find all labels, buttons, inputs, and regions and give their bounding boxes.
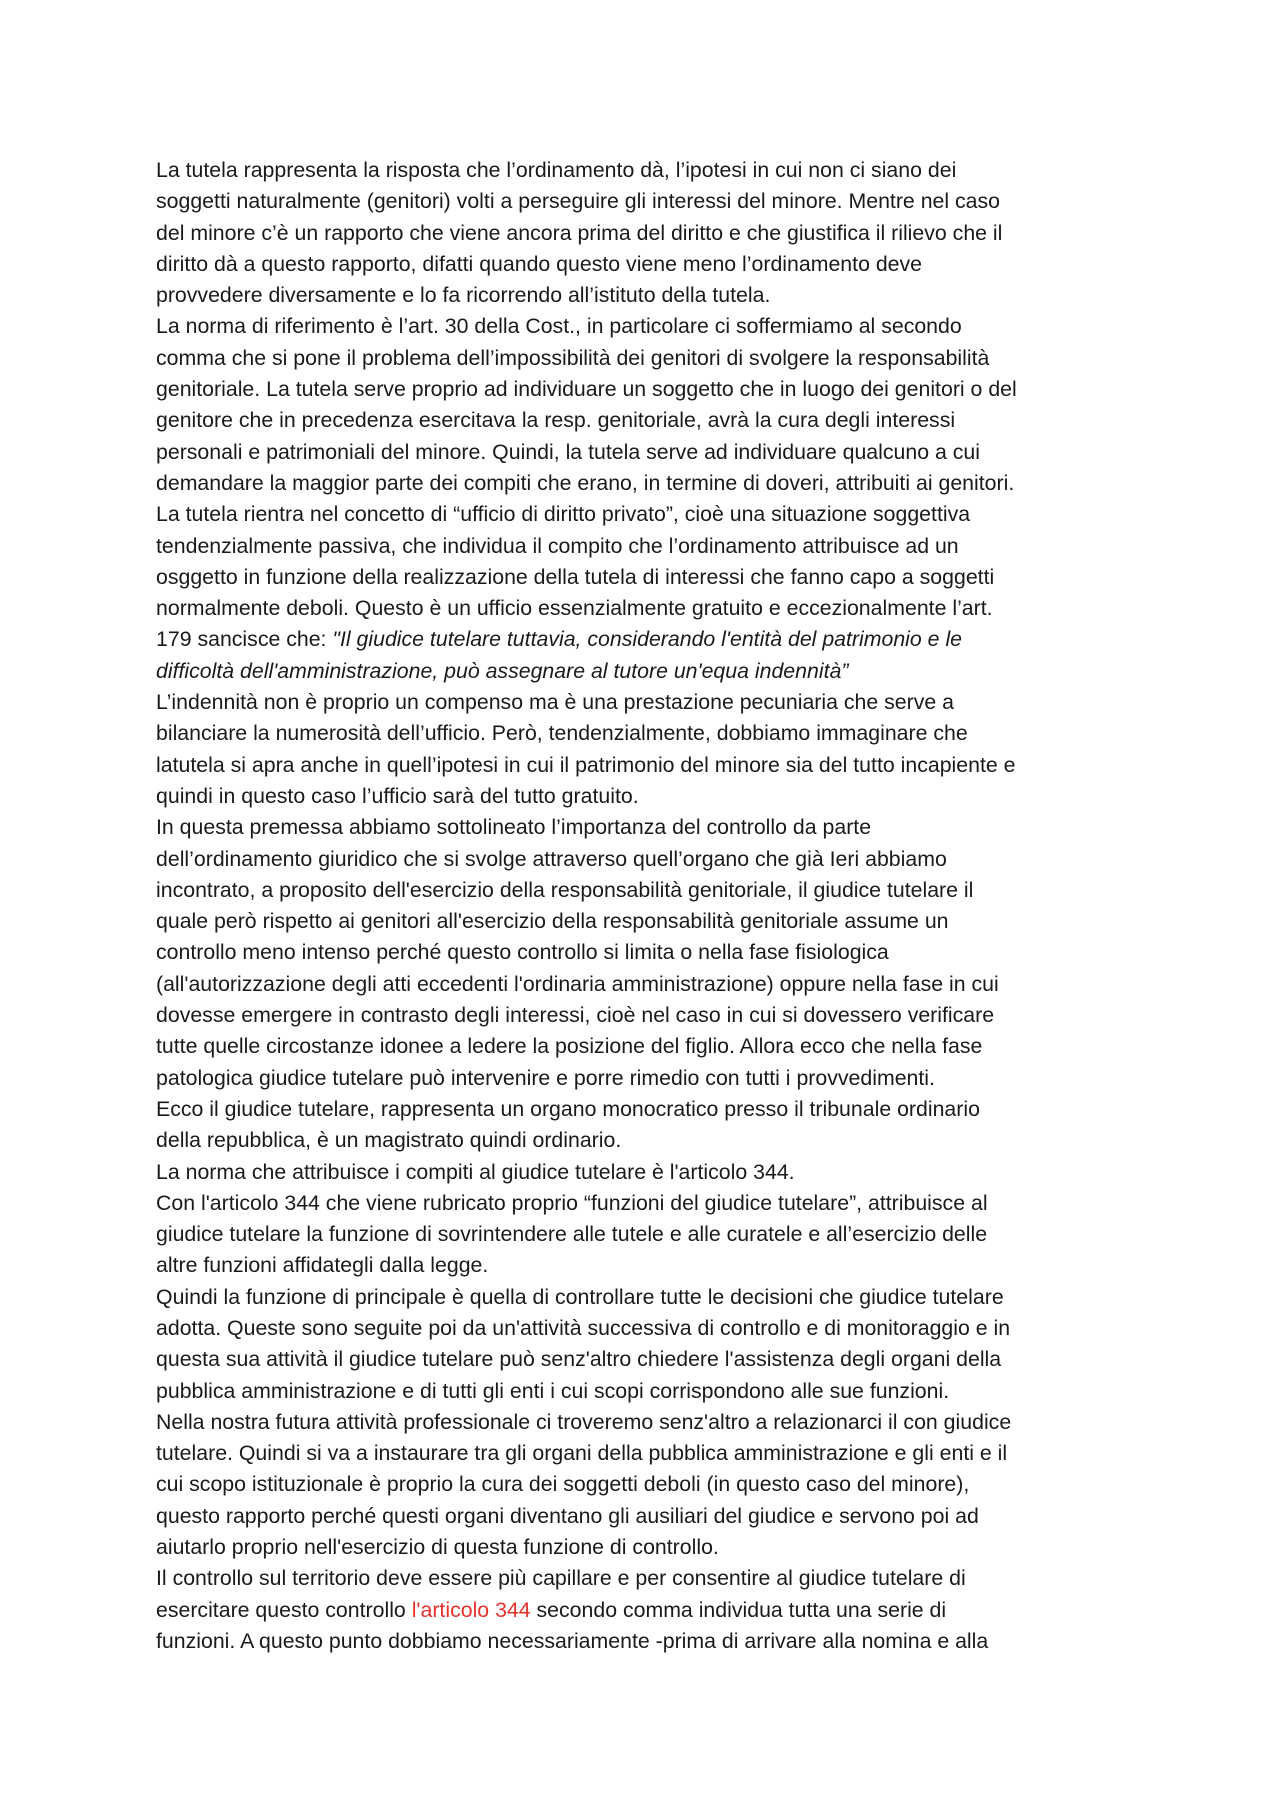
text-line: [156, 1250, 1128, 1281]
text-run: cui scopo istituzionale è proprio la cura dei soggetti deboli (in questo caso del minore),: [156, 1472, 970, 1497]
quote-text: difficoltà dell'amministrazione, può assegnare al tutore un'equa indennità”: [156, 658, 849, 683]
text-line: [156, 468, 1128, 499]
text-run: altre funzioni affidategli dalla legge.: [156, 1253, 489, 1278]
text-run: adotta. Queste sono seguite poi da un'attività successiva di controllo e di monitoraggio e in: [156, 1315, 1011, 1340]
text-line: [156, 311, 1128, 342]
text-run: quale però rispetto ai genitori all'esercizio della responsabilità genitoriale assume un: [156, 909, 949, 934]
text-line: [156, 812, 1128, 843]
text-run: funzioni. A questo punto dobbiamo necessariamente -prima di arrivare alla nomina e alla: [156, 1628, 989, 1653]
text-run: aiutarlo proprio nell'esercizio di questa funzione di controllo.: [156, 1535, 719, 1560]
text-line: [156, 1282, 1128, 1313]
text-line: [156, 280, 1128, 311]
text-line: [156, 437, 1128, 468]
text-line: [156, 1063, 1128, 1094]
text-line: [156, 1501, 1128, 1532]
article-reference-link[interactable]: l'articolo 344: [411, 1597, 531, 1622]
text-line: [156, 1219, 1128, 1250]
quote-text: "Il giudice tutelare tuttavia, considerando l'entità del patrimonio e le: [332, 627, 963, 652]
text-run: Quindi la funzione di principale è quella di controllare tutte le decisioni che giudice tutelare: [156, 1284, 1004, 1309]
text-run: demandare la maggior parte dei compiti che erano, in termine di doveri, attribuiti ai genitori.: [156, 470, 1015, 495]
text-line: [156, 1469, 1128, 1500]
text-line: [156, 218, 1128, 249]
text-run: comma che si pone il problema dell’impossibilità dei genitori di svolgere la responsabilità: [156, 345, 990, 370]
text-line: [156, 593, 1128, 624]
text-run: La norma di riferimento è l’art. 30 della Cost., in particolare ci soffermiamo al secondo: [156, 314, 962, 339]
document-body: [156, 155, 1128, 1657]
text-run: della repubblica, è un magistrato quindi ordinario.: [156, 1128, 622, 1153]
text-line: [156, 1407, 1128, 1438]
text-run: Ecco il giudice tutelare, rappresenta un organo monocratico presso il tribunale ordinario: [156, 1096, 980, 1121]
text-line: [156, 937, 1128, 968]
text-run: genitore che in precedenza esercitava la resp. genitoriale, avrà la cura degli interessi: [156, 408, 956, 433]
text-run: questo rapporto perché questi organi diventano gli ausiliari del giudice e servono poi ad: [156, 1503, 979, 1528]
text-line: [156, 155, 1128, 186]
text-run: bilanciare la numerosità dell’ufficio. Però, tendenzialmente, dobbiamo immaginare che: [156, 721, 968, 746]
text-line: [156, 875, 1128, 906]
text-run: osggetto in funzione della realizzazione della tutela di interessi che fanno capo a soggetti: [156, 564, 995, 589]
text-run: La norma che attribuisce i compiti al giudice tutelare è l'articolo 344.: [156, 1159, 795, 1184]
text-run: soggetti naturalmente (genitori) volti a perseguire gli interessi del minore. Mentre nel caso: [156, 189, 1001, 214]
text-run: Con l'articolo 344 che viene rubricato proprio “funzioni del giudice tutelare”, attribuisce al: [156, 1190, 988, 1215]
text-run: latutela si apra anche in quell’ipotesi in cui il patrimonio del minore sia del tutto incapiente e: [156, 752, 1016, 777]
text-line: [156, 531, 1128, 562]
text-line: [156, 1626, 1128, 1657]
text-run: dovesse emergere in contrasto degli interessi, cioè nel caso in cui si dovessero verificare: [156, 1003, 995, 1028]
text-line: [156, 750, 1128, 781]
text-line: [156, 969, 1128, 1000]
text-line: [156, 1094, 1128, 1125]
text-run: secondo comma individua tutta una serie di: [530, 1597, 947, 1622]
text-run: tendenzialmente passiva, che individua il compito che l’ordinamento attribuisce ad un: [156, 533, 959, 558]
text-run: normalmente deboli. Questo è un ufficio essenzialmente gratuito e eccezionalmente l’art.: [156, 596, 993, 621]
text-run: La tutela rientra nel concetto di “ufficio di diritto privato”, cioè una situazione soggettiva: [156, 502, 971, 527]
text-run: tutte quelle circostanze idonee a ledere la posizione del figlio. Allora ecco che nella fase: [156, 1034, 983, 1059]
text-line: [156, 906, 1128, 937]
text-line: [156, 343, 1128, 374]
text-run: del minore c’è un rapporto che viene ancora prima del diritto e che giustifica il rilievo che il: [156, 220, 1003, 245]
text-run: controllo meno intenso perché questo controllo si limita o nella fase fisiologica: [156, 940, 889, 965]
text-run: dell’ordinamento giuridico che si svolge attraverso quell’organo che già Ieri abbiamo: [156, 846, 947, 871]
text-run: genitoriale. La tutela serve proprio ad individuare un soggetto che in luogo dei genitori o del: [156, 377, 1017, 402]
text-line: [156, 1376, 1128, 1407]
text-line: [156, 1000, 1128, 1031]
text-run: diritto dà a questo rapporto, difatti quando questo viene meno l’ordinamento deve: [156, 251, 923, 276]
text-run: giudice tutelare la funzione di sovrintendere alle tutele e alle curatele e all’esercizio delle: [156, 1222, 988, 1247]
text-run: pubblica amministrazione e di tutti gli enti i cui scopi corrispondono alle sue funzioni.: [156, 1378, 950, 1403]
text-line: [156, 1563, 1128, 1594]
text-line: [156, 186, 1128, 217]
text-line: [156, 1532, 1128, 1563]
text-line: [156, 624, 1128, 655]
text-run: L’indennità non è proprio un compenso ma è una prestazione pecuniaria che serve a: [156, 690, 954, 715]
text-line: [156, 844, 1128, 875]
text-line: [156, 1438, 1128, 1469]
text-run: tutelare. Quindi si va a instaurare tra gli organi della pubblica amministrazione e gli enti e il: [156, 1441, 1008, 1466]
text-line: [156, 656, 1128, 687]
text-run: incontrato, a proposito dell'esercizio della responsabilità genitoriale, il giudice tutelare il: [156, 877, 974, 902]
text-line: [156, 1125, 1128, 1156]
text-line: [156, 1188, 1128, 1219]
text-line: [156, 781, 1128, 812]
text-line: [156, 1344, 1128, 1375]
text-line: [156, 374, 1128, 405]
text-run: Nella nostra futura attività professionale ci troveremo senz'altro a relazionarci il con giudice: [156, 1409, 1012, 1434]
text-run: 179 sancisce che:: [156, 627, 333, 652]
text-line: [156, 1031, 1128, 1062]
text-run: Il controllo sul territorio deve essere più capillare e per consentire al giudice tutelare di: [156, 1566, 966, 1591]
text-line: [156, 562, 1128, 593]
text-line: [156, 718, 1128, 749]
text-line: [156, 1313, 1128, 1344]
text-line: [156, 405, 1128, 436]
text-line: [156, 249, 1128, 280]
text-run: personali e patrimoniali del minore. Quindi, la tutela serve ad individuare qualcuno a cui: [156, 439, 980, 464]
text-line: [156, 1595, 1128, 1626]
text-line: [156, 687, 1128, 718]
text-run: La tutela rappresenta la risposta che l’ordinamento dà, l’ipotesi in cui non ci siano dei: [156, 158, 957, 182]
text-run: (all'autorizzazione degli atti eccedenti l'ordinaria amministrazione) oppure nella fase in cui: [156, 971, 999, 996]
text-run: In questa premessa abbiamo sottolineato l’importanza del controllo da parte: [156, 815, 872, 840]
text-line: [156, 1157, 1128, 1188]
text-run: esercitare questo controllo: [156, 1597, 412, 1622]
text-run: patologica giudice tutelare può intervenire e porre rimedio con tutti i provvedimenti.: [156, 1065, 935, 1090]
text-run: questa sua attività il giudice tutelare può senz'altro chiedere l'assistenza degli organi della: [156, 1347, 1002, 1372]
text-run: provvedere diversamente e lo fa ricorrendo all’istituto della tutela.: [156, 283, 771, 308]
text-line: [156, 499, 1128, 530]
text-run: quindi in questo caso l’ufficio sarà del tutto gratuito.: [156, 783, 639, 808]
